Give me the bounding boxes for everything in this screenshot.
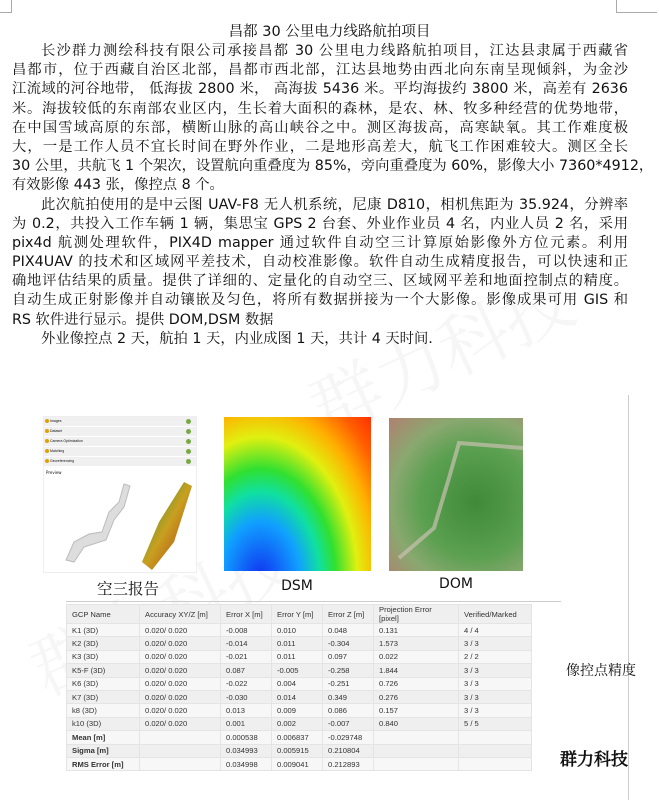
text-line: 为 0.2，共投入工作车辆 1 辆，集思宝 GPS 2 台套、外业作业员 4 名，内业人员 2 名，采用 (12, 215, 628, 232)
status-dot-icon (45, 459, 49, 463)
company-logo-text: 群力科技 (560, 750, 628, 770)
table-row (67, 744, 532, 757)
table-cell (374, 731, 459, 744)
table-cell: 1.573 (374, 637, 459, 650)
table-cell: 0.020/ 0.020 (140, 690, 221, 703)
table-cell: 0.086 (323, 704, 374, 717)
table-cell: -0.008 (221, 624, 272, 637)
table-cell: 3 / 3 (459, 664, 532, 677)
table-cell: 0.210804 (323, 744, 374, 757)
dsm-image (224, 417, 371, 571)
table-cell: 0.020/ 0.020 (140, 664, 221, 677)
table-cell: -0.005 (272, 664, 323, 677)
table-row (67, 704, 532, 717)
table-cell: 5 / 5 (459, 717, 532, 730)
margin-mark (0, 0, 12, 13)
divider (66, 601, 561, 602)
report-item (44, 427, 196, 437)
table-cell: 0.020/ 0.020 (140, 650, 221, 663)
check-icon (186, 449, 191, 454)
table-cell: 0.005915 (272, 744, 323, 757)
divider (628, 395, 629, 800)
table-cell: 0.013 (221, 704, 272, 717)
text-line: 自动生成正射影像并自动镶嵌及匀色，将所有数据拼接为一个大影像。影像成果可用 GIS 和 (12, 292, 628, 309)
table-cell (459, 731, 532, 744)
table-cell: K6 (3D) (67, 677, 140, 690)
status-dot-icon (45, 439, 49, 443)
page-title: 昌都 30 公里电力线路航拍项目 (228, 24, 431, 40)
table-cell: 3 / 3 (459, 704, 532, 717)
table-cell: 4 / 4 (459, 624, 532, 637)
table-cell (459, 744, 532, 757)
table-row (67, 677, 532, 690)
table-cell: 0.034998 (221, 757, 272, 770)
table-cell: 0.349 (323, 690, 374, 703)
column-header: Error Y [m] (272, 605, 323, 624)
table-cell (140, 744, 221, 757)
table-row (67, 637, 532, 650)
table-cell: 0.020/ 0.020 (140, 624, 221, 637)
table-cell: 0.001 (221, 717, 272, 730)
column-header: GCP Name (67, 605, 140, 624)
text-line: 外业像控点 2 天，航拍 1 天，内业成图 1 天，共计 4 天时间. (41, 330, 433, 347)
table-row (67, 717, 532, 730)
table-cell: 0.212893 (323, 757, 374, 770)
check-icon (186, 439, 191, 444)
table-cell: -0.022 (221, 677, 272, 690)
report-preview-label: Preview (46, 470, 62, 475)
dom-image (389, 418, 523, 571)
table-cell: K7 (3D) (67, 690, 140, 703)
caption-dom: DOM (439, 576, 473, 592)
table-row (67, 731, 532, 744)
table-cell: 0.009 (272, 704, 323, 717)
table-cell: 0.014 (272, 690, 323, 703)
table-cell: 0.840 (374, 717, 459, 730)
table-row (67, 757, 532, 770)
text-line: 在中国雪域高原的东部，横断山脉的高山峡谷之中。测区海拔高，高寒缺氧。其工作难度极 (12, 119, 628, 136)
river-path (389, 418, 523, 571)
table-header-row (67, 605, 532, 624)
text-line: PIX4UAV 的技术和区域网平差技术，自动校准影像。软件自动生成精度报告，可以快速和正 (12, 254, 628, 271)
table-cell: 0.010 (272, 624, 323, 637)
text-line: pix4d 航测处理软件，PIX4D mapper 通过软件自动空三计算原始影像外方位元素。利用 (12, 234, 628, 251)
caption-dsm: DSM (281, 578, 313, 594)
table-cell: 0.000538 (221, 731, 272, 744)
table-cell: K3 (3D) (67, 650, 140, 663)
table-cell: 0.157 (374, 704, 459, 717)
table-cell (140, 731, 221, 744)
table-cell: 3 / 3 (459, 690, 532, 703)
table-cell: 0.011 (272, 637, 323, 650)
margin-mark (616, 0, 657, 13)
text-line: 大，一是工作人员不宜长时间在野外作业，二是地形高差大，航飞工作困难较大。测区全长 (12, 138, 628, 155)
table-cell: 0.097 (323, 650, 374, 663)
table-cell: k10 (3D) (67, 717, 140, 730)
table-cell: 0.020/ 0.020 (140, 677, 221, 690)
report-item (44, 417, 196, 427)
check-icon (186, 459, 191, 464)
table-cell: 1.844 (374, 664, 459, 677)
check-icon (186, 419, 191, 424)
report-item (44, 457, 196, 467)
table-cell: 0.004 (272, 677, 323, 690)
table-cell: 0.022 (374, 650, 459, 663)
table-cell: Mean [m] (67, 731, 140, 744)
status-dot-icon (45, 419, 49, 423)
table-row (67, 690, 532, 703)
table-cell: 3 / 3 (459, 677, 532, 690)
table-cell: 0.034993 (221, 744, 272, 757)
report-item-label: Dataset (50, 429, 63, 433)
table-cell: 0.020/ 0.020 (140, 637, 221, 650)
table-cell: -0.030 (221, 690, 272, 703)
table-cell: -0.304 (323, 637, 374, 650)
text-line: 此次航拍使用的是中云图 UAV-F8 无人机系统，尼康 D810，相机焦距为 35.924，分辨率 (41, 196, 628, 213)
text-line: 米。海拔较低的东南部农业区内，生长着大面积的森林，是农、林、牧多种经营的优势地带， (12, 100, 628, 117)
table-cell: -0.258 (323, 664, 374, 677)
column-header: Error Z [m] (323, 605, 374, 624)
report-item (44, 437, 196, 447)
table-cell: 0.276 (374, 690, 459, 703)
text-line: 30 公里，共航飞 1 个架次，设置航向重叠度为 85%，旁向重叠度为 60%，影像大小 7360*4912， (12, 158, 654, 175)
text-line: 昌都市，位于西藏自治区北部，昌都市西北部，江达县地势由西北向东南呈现倾斜，为金沙 (12, 62, 628, 79)
aerotriangulation-report-image (43, 416, 197, 573)
check-icon (186, 429, 191, 434)
status-dot-icon (45, 449, 49, 453)
text-line: 确地评估结果的质量。提供了详细的、定量化的自动空三、区域网平差和地面控制点的精度。 (12, 273, 628, 290)
table-cell: 0.009041 (272, 757, 323, 770)
side-label: 像控点精度 (566, 663, 636, 679)
table-row (67, 650, 532, 663)
table-cell: 0.048 (323, 624, 374, 637)
text-line: RS 软件进行显示。提供 DOM,DSM 数据 (12, 311, 274, 328)
text-line: 长沙群力测绘科技有限公司承接昌都 30 公里电力线路航拍项目，江达县隶属于西藏省 (41, 43, 628, 59)
table-cell (140, 757, 221, 770)
table-row (67, 664, 532, 677)
table-cell: 0.011 (272, 650, 323, 663)
report-item-label: Matching (50, 449, 65, 453)
status-dot-icon (45, 429, 49, 433)
table-cell (374, 757, 459, 770)
table-cell: -0.007 (323, 717, 374, 730)
table-cell: 0.002 (272, 717, 323, 730)
table-cell: 0.131 (374, 624, 459, 637)
report-item (44, 447, 196, 457)
report-item-label: Georeferencing (50, 459, 75, 463)
table-cell: k8 (3D) (67, 704, 140, 717)
table-cell: 0.726 (374, 677, 459, 690)
caption-report: 空三报告 (96, 580, 159, 598)
text-line: 江流域的河谷地带， 低海拔 2800 米， 高海拔 5436 米。平均海拔约 3800 米，高差有 2636 (12, 81, 628, 98)
table-cell: -0.014 (221, 637, 272, 650)
table-cell: 0.020/ 0.020 (140, 717, 221, 730)
table-cell (459, 757, 532, 770)
table-cell: -0.021 (221, 650, 272, 663)
gcp-accuracy-table (66, 604, 532, 771)
table-cell: K5-F (3D) (67, 664, 140, 677)
table-cell: RMS Error [m] (67, 757, 140, 770)
table-cell: -0.251 (323, 677, 374, 690)
table-cell: -0.029748 (323, 731, 374, 744)
column-header: Projection Error [pixel] (374, 605, 459, 624)
table-cell: 3 / 3 (459, 637, 532, 650)
column-header: Error X [m] (221, 605, 272, 624)
column-header: Accuracy XY/Z [m] (140, 605, 221, 624)
table-cell: K2 (3D) (67, 637, 140, 650)
table-cell: 0.087 (221, 664, 272, 677)
text-line: 有效影像 443 张，像控点 8 个。 (12, 177, 224, 194)
table-cell: Sigma [m] (67, 744, 140, 757)
table-cell: 0.020/ 0.020 (140, 704, 221, 717)
report-item-label: Images (50, 419, 62, 423)
table-row (67, 624, 532, 637)
column-header: Verified/Marked (459, 605, 532, 624)
table-cell: 2 / 2 (459, 650, 532, 663)
table-cell: K1 (3D) (67, 624, 140, 637)
body-text (12, 42, 654, 349)
report-preview-graphic (44, 472, 194, 572)
report-item-label: Camera Optimization (50, 439, 83, 443)
table-cell (374, 744, 459, 757)
table-cell: 0.006837 (272, 731, 323, 744)
